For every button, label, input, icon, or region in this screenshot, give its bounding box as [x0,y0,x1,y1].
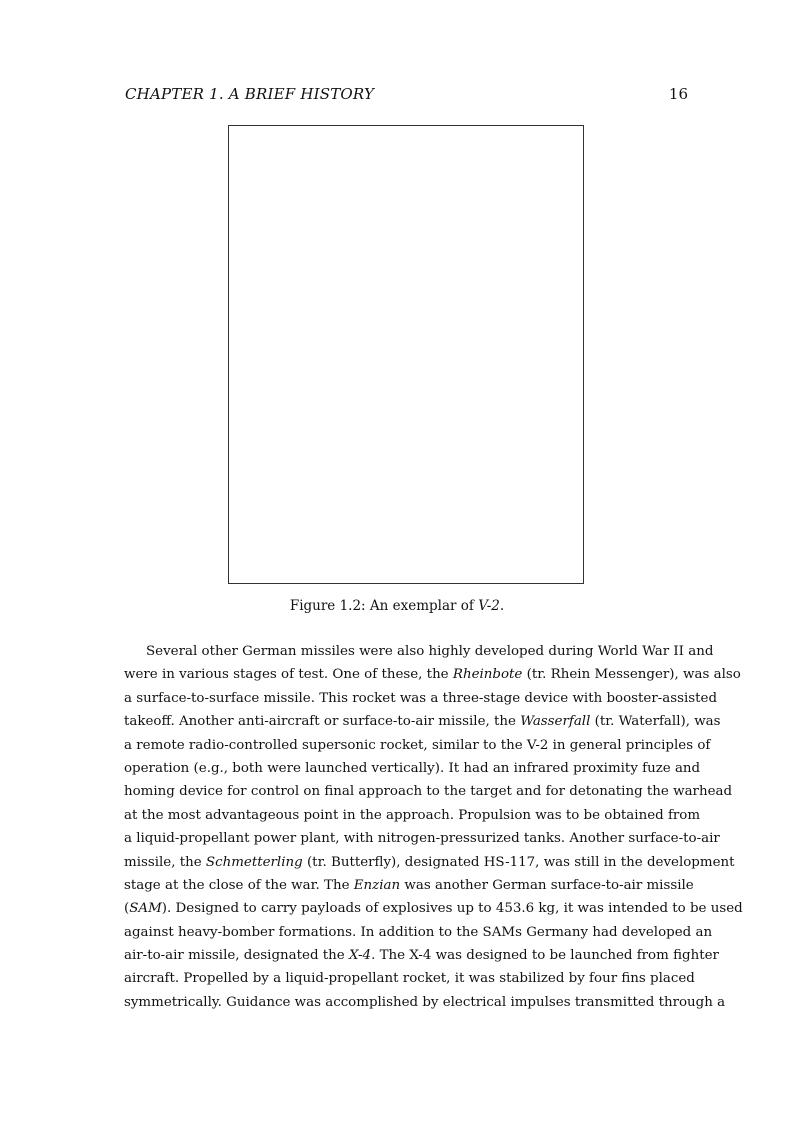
text-line: a remote radio-controlled supersonic rocket, similar to the V-2 in general principles of [124,737,711,753]
body-paragraph [124,640,743,1014]
text-line: a liquid-propellant power plant, with nitrogen-pressurized tanks. Another surface-to-air [124,831,720,847]
text-line: homing device for control on final approach to the target and for detonating the warhead [124,784,733,800]
text-line: Several other German missiles were also highly developed during World War II and [146,644,714,659]
text-line [124,851,735,874]
text-run: (tr. Waterfall), was [590,714,721,730]
text-run: (tr. Rhein Messenger), was also [522,667,741,683]
caption-prefix: Figure 1.2: An exemplar of [289,598,479,614]
missile-name-schmetterling: Schmetterling [205,854,303,870]
text-run: ( [124,901,130,917]
missile-name-rheinbote: Rheinbote [452,667,523,683]
page-number: 16 [668,85,688,103]
text-run: were in various stages of test. One of these, the [124,667,453,683]
missile-name-wasserfall: Wasserfall [520,714,591,730]
text-line [124,874,694,897]
text-line: at the most advantageous point in the approach. Propulsion was to be obtained from [124,807,701,823]
missile-name-x4: X-4 [348,948,372,964]
text-run: (tr. Butterfly), designated HS-117, was still in the development [302,854,735,870]
text-run: air-to-air missile, designated the [124,948,349,964]
text-line [124,897,743,920]
caption-italic: V-2 [478,598,500,614]
text-line: aircraft. Propelled by a liquid-propellant rocket, it was stabilized by four fins placed [124,971,695,987]
text-line [124,944,719,967]
figure-placeholder [228,125,584,584]
text-run: stage at the close of the war. The [124,877,354,893]
text-line: symmetrically. Guidance was accomplished by electrical impulses transmitted through a [124,994,726,1010]
text-line [124,710,721,733]
missile-name-enzian: Enzian [353,877,401,893]
text-run: was another German surface-to-air missile [400,877,694,893]
text-run: ). Designed to carry payloads of explosives up to 453.6 kg, it was intended to be used [161,901,743,917]
text-line: a surface-to-surface missile. This rocket was a three-stage device with booster-assisted [124,690,718,706]
text-line: operation (e.g., both were launched vertically). It had an infrared proximity fuze and [124,760,701,776]
figure-caption [0,598,794,614]
running-head: CHAPTER 1. A BRIEF HISTORY [125,85,375,103]
caption-suffix: . [499,598,505,614]
text-run: takeoff. Another anti-aircraft or surface-to-air missile, the [124,714,521,730]
text-run: missile, the [124,854,206,870]
text-line: against heavy-bomber formations. In addition to the SAMs Germany had developed an [124,924,713,940]
abbr-sam: SAM [129,901,162,917]
text-line [124,663,741,686]
text-run: . The X-4 was designed to be launched from fighter [371,948,719,964]
